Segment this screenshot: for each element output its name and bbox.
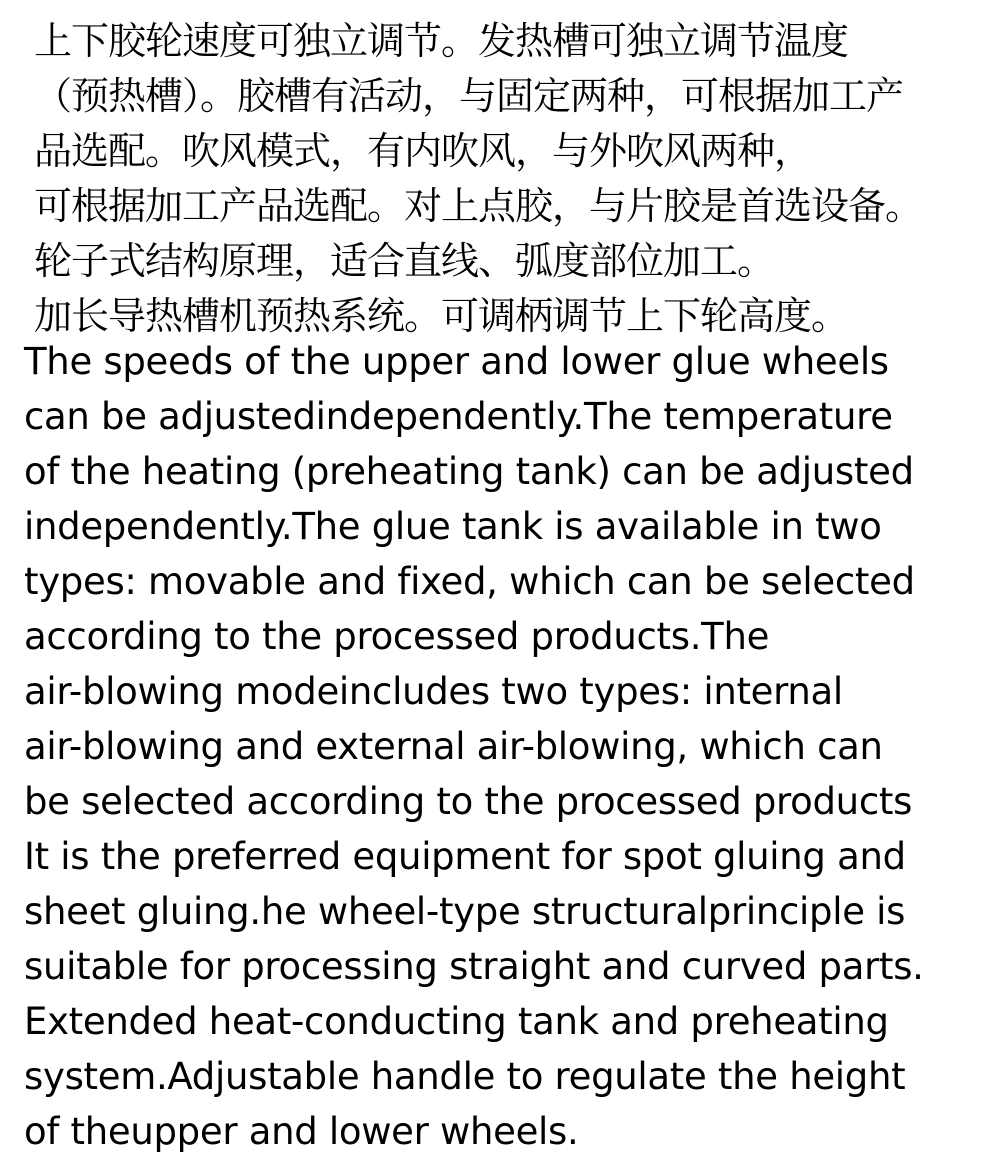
chinese-line-4: 可根据加工产品选配。对上点胶，与片胶是首选设备。 [34, 184, 923, 228]
english-line-4: independently.The glue tank is available in two [24, 505, 882, 548]
english-line-14: system.Adjustable handle to regulate the height [24, 1055, 906, 1098]
chinese-line-1: 上下胶轮速度可独立调节。发热槽可独立调节温度 [34, 19, 849, 63]
english-line-15: of theupper and lower wheels. [24, 1110, 579, 1153]
english-line-6: according to the processed products.The [24, 615, 770, 658]
chinese-line-6: 加长导热槽机预热系统。可调柄调节上下轮高度。 [34, 294, 849, 338]
english-line-11: sheet gluing.he wheel-type structuralprinciple is [24, 890, 906, 933]
english-line-8: air-blowing and external air-blowing, which can [24, 725, 883, 768]
english-line-12: suitable for processing straight and curved parts. [24, 945, 924, 988]
english-line-1: The speeds of the upper and lower glue wheels [24, 340, 889, 383]
english-line-2: can be adjustedindependently.The temperature [24, 395, 893, 438]
english-line-3: of the heating (preheating tank) can be adjusted [24, 450, 914, 493]
english-line-9: be selected according to the processed products [24, 780, 913, 823]
chinese-line-2: （预热槽）。胶槽有活动，与固定两种，可根据加工产 [34, 74, 904, 118]
english-line-13: Extended heat-conducting tank and preheating [24, 1000, 889, 1043]
chinese-line-5: 轮子式结构原理，适合直线、弧度部位加工。 [34, 239, 775, 283]
english-line-7: air-blowing modeincludes two types: internal [24, 670, 843, 713]
english-line-5: types: movable and fixed, which can be selected [24, 560, 915, 603]
english-line-10: It is the preferred equipment for spot gluing and [24, 835, 906, 878]
chinese-line-3: 品选配。吹风模式，有内吹风，与外吹风两种， [34, 129, 812, 173]
